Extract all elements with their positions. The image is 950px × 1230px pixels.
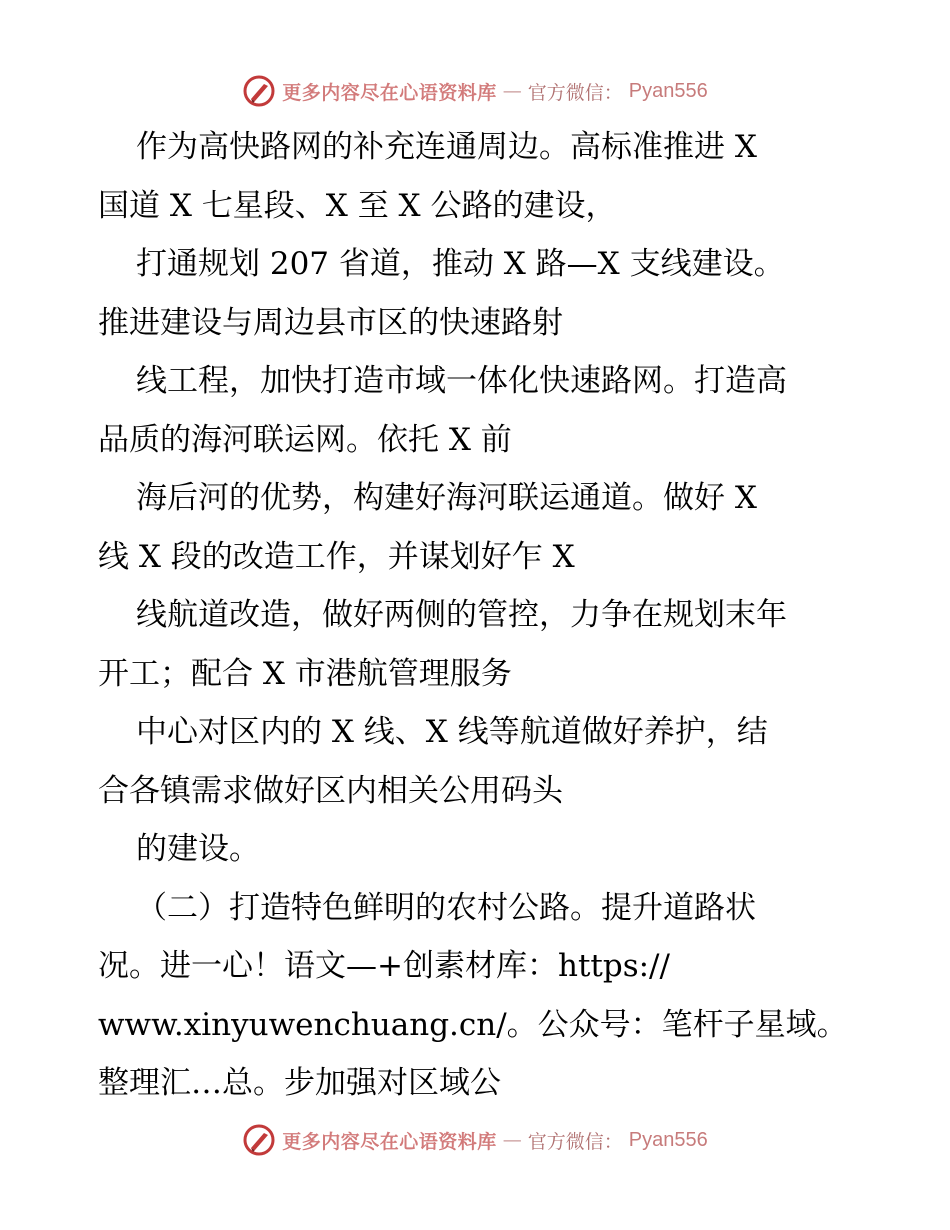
text-line: 推进建设与周边县市区的快速路射: [98, 304, 563, 341]
watermark-wechat-id: Pyan556: [628, 79, 708, 102]
text-line: 打通规划 207 省道，推动 X 路—X 支线建设。: [136, 246, 785, 282]
document-body: [98, 118, 858, 1113]
watermark-text: 更多内容尽在心语资料库: [282, 1130, 497, 1153]
pen-logo-icon: [242, 1123, 276, 1157]
text-line: www.xinyuwenchuang.cn/。公众号：笔杆子星域。: [98, 1006, 848, 1043]
text-line: 品质的海河联运网。依托 X 前: [98, 421, 512, 458]
text-line: 线 X 段的改造工作，并谋划好乍 X: [98, 538, 575, 575]
watermark-separator: —: [502, 80, 522, 102]
text-line: 况。进一心！语文—+创素材库：https://: [98, 948, 670, 984]
watermark-separator: —: [502, 1129, 522, 1151]
watermark-wechat-label: 官方微信：: [527, 1130, 623, 1153]
text-line: 整理汇…总。步加强对区域公: [98, 1065, 501, 1101]
pen-logo-icon: [242, 74, 276, 108]
watermark-text: 更多内容尽在心语资料库: [282, 81, 497, 104]
text-line: 合各镇需求做好区内相关公用码头: [98, 772, 563, 809]
text-line: 线工程，加快打造市域一体化快速路网。打造高: [136, 363, 787, 399]
text-line: （二）打造特色鲜明的农村公路。提升道路状: [136, 889, 756, 926]
text-line: 中心对区内的 X 线、X 线等航道做好养护，结: [136, 714, 768, 750]
footer-watermark: [0, 1120, 950, 1160]
header-watermark: [0, 71, 950, 111]
text-line: 线航道改造，做好两侧的管控，力争在规划末年: [136, 597, 787, 633]
text-line: 的建设。: [136, 831, 260, 867]
text-line: 开工；配合 X 市港航管理服务: [98, 655, 512, 692]
text-line: 海后河的优势，构建好海河联运通道。做好 X: [136, 480, 757, 516]
text-line: 作为高快路网的补充连通周边。高标准推进 X: [136, 129, 757, 165]
watermark-wechat-id: Pyan556: [628, 1128, 708, 1151]
watermark-wechat-label: 官方微信：: [527, 81, 623, 104]
text-line: 国道 X 七星段、X 至 X 公路的建设，: [98, 187, 617, 224]
